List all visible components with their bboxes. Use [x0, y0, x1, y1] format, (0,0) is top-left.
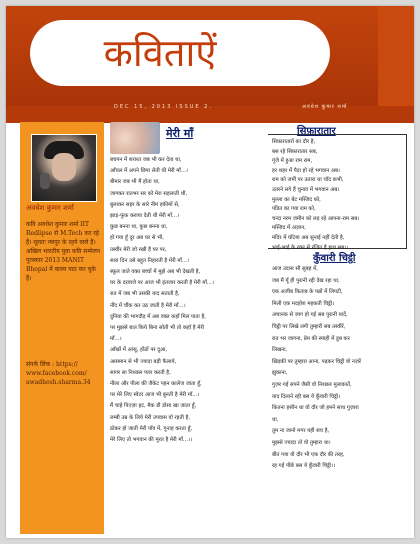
poem-line: आँचल में अपने छिपा लेती थी मेरी माँ...। — [110, 168, 188, 175]
poem-line: मेरे लिए तो भगवान की मूरत है मेरी माँ...।। — [110, 437, 192, 444]
poem-line: बुलाकर सहर के सारे नीम हकीमों से, — [110, 201, 180, 208]
poem-line: तस्वीर मेरी जो रखी है घर पर, — [110, 246, 167, 253]
poem-line: बचपन में शरारत जब भी कर देता था, — [110, 157, 182, 163]
poem-line: एक अजीब किताब के पन्नों में लिपटी, — [272, 289, 343, 296]
poem-line: नीला और पीला की जैकेट पहन कालेज जाता हूँ, — [110, 381, 202, 388]
poem-line: मुझसे ज्यादा तो वो तुम्हारा था। — [272, 439, 331, 446]
poem-line: सिफ़ारातारों का दौर है, — [272, 139, 316, 145]
poem-line: मुल्ला का बेट मस्जिद को, — [272, 196, 321, 203]
poem-line: रात भर जागना, प्रेम की स्याही में डूब कर — [272, 335, 350, 342]
poem-title-sifarataar: सिफ़ारातार — [297, 126, 336, 137]
author-contact: संपर्क लिंक : https:// www.facebook.com/ awadhesh.sharma.34 — [26, 361, 91, 386]
poem-line: दुनिया की भागदौड़ में अब वक्त कहाँ मिल पाता है, — [110, 313, 206, 320]
poem-sifarataar-text — [272, 138, 404, 253]
header-author: अवधेश कुमार शर्मा — [302, 104, 348, 110]
mother-baby-image — [110, 122, 160, 154]
poem-line: पर मुझसे बात किये बिना सोती भी तो कहाँ है मेरी — [110, 325, 205, 332]
poem-title-meri-maa: मेरी माँ — [166, 127, 194, 140]
poem-line: मस्जिद में अज़ान, — [272, 225, 306, 232]
poem-line: हो गया हूँ दूर अब घर से भी, — [110, 235, 164, 242]
poem-line: पंडित का गया राम को, — [272, 206, 316, 213]
poem-line: बीत गया वो दौर भी एक दौर की तरह, — [272, 451, 345, 458]
poem-line: गुज़र गई सपने जैसी वो निश्छल मुलाकातें, — [272, 381, 352, 388]
poem-line: मिली एक मदहोश महकती चिट्ठी। — [272, 300, 335, 307]
poem-line: कितना हसीन था वो दौर जो हमने साथ गुज़ारा — [272, 405, 359, 412]
poem-line: बीमार जब भी मैं होता था, — [110, 179, 160, 186]
poem-line: अचानक से जाग हो गई सब पुरानी यादें, — [272, 312, 348, 319]
poem-line: भाई-भाई के रक्त से रंजित है हाथ सब।। — [272, 244, 349, 251]
author-name: अवधेश कुमार शर्मा — [26, 204, 74, 212]
poem-line: राम को जमीं पर उतारा था चाँद कभी, — [272, 177, 344, 184]
poem-line: चिट्ठी पर लिखे लगी तुम्हारी सब तस्वीरें, — [272, 323, 346, 330]
poem-line: घर के दरवाजे पर आज भी इंतजार करती है मेरी माँ...। — [110, 280, 214, 287]
issue-date: DEC 15, 2013 ISSUE 2. — [114, 104, 213, 110]
poem-line: नींद में चौंक कर उठ जाती है मेरी माँ...। — [110, 302, 186, 309]
poem-line: आज उदास सी सुबह में, — [272, 266, 318, 272]
poem-line: मंदिर में घंटिया अब सुनाई नहीं देती है, — [272, 234, 345, 241]
poem-meri-maa-text — [110, 155, 260, 446]
poem-kunwari-chitthi-text — [272, 264, 404, 473]
poem-line: गूंजे में हुआ राम राम, — [272, 158, 313, 165]
poem-line: चन्दा नरम जमीन को लड़ रहे आपना-राम सब। — [272, 215, 360, 222]
magazine-title: कविताऐं — [30, 20, 330, 86]
header-banner — [6, 6, 414, 106]
poem-line: झाड़-फूंक कराया देती थी मेरी माँ...। — [110, 213, 180, 220]
author-photo — [31, 134, 97, 202]
poem-line: हर शहर में पैदा हो रहे भगवान अब। — [272, 167, 340, 174]
poem-line: था, — [272, 416, 279, 423]
poem-line: लम्बी उम्र के लिये मेरी उपवास वो रहती है, — [110, 414, 191, 421]
poem-line: याद दिलाने रही बस ये कुँवारी चिट्ठी। — [272, 393, 341, 400]
poem-line: माँ...। — [110, 336, 122, 343]
poem-line: उतरने लगे हैं चुनाव में भगवान अब। — [272, 186, 340, 193]
poem-line: आँखों में आंसू, होंठों पर दुआ, — [110, 347, 168, 354]
author-bio: कवि अवधेश कुमार शर्मा IIT Redlipse से M.Tech कर रहे हैं। मूलतः नवपुर के रहने वाले हैं। अखिल भारतीय युवा कवि सम्मेलन पुरस्कार 2013 MANIT Bhopal में काव्य पाठ कर चुके हैं। — [26, 221, 101, 282]
poem-line: सारा दिन उसे बहुत निहारती है मेरी माँ...। — [110, 257, 189, 264]
header-corner — [378, 6, 414, 106]
poem-line: खिड़की पर तुम्हारा आना, पढ़कर चिट्ठी वो नज़रें — [272, 358, 361, 365]
poem-line: सागर सा निश्छल प्यार करती है, — [110, 369, 171, 376]
poem-line: रात में जब भी उसकी याद सताती है, — [110, 291, 180, 298]
poem-line: बस रहे सिफ़ारातार सब, — [272, 148, 318, 155]
poem-line: लिखना, — [272, 347, 288, 354]
poem-line: पर मेरे लिए स्वेटर आज भी बुनती है मेरी माँ...। — [110, 392, 200, 399]
poem-line: रह गई पीछे बस ये कुँवारी चिट्ठी।। — [272, 463, 336, 470]
poem-line: झुकाना, — [272, 370, 288, 377]
poem-line: मैं चाहे पिज़्ज़ा हट, मैक डी डोसा खा जाता हूँ, — [110, 403, 197, 410]
poem-line: तुम ना जानो मगर यही सच है, — [272, 428, 330, 435]
poem-line: जब मैं यूँ ही पुरानी रद्दी देख रहा था, — [272, 277, 340, 284]
poem-line: कुछ बनना था, कुछ बनना था, — [110, 224, 168, 231]
poem-title-kunwari-chitthi: कुँवारी चिट्ठी — [313, 253, 356, 264]
poem-line: स्कूल जाते वक्त बच्चों में मुझे अब भी देखती है, — [110, 269, 201, 276]
poem-line: जागकर रातभर सर को मेरा सहलाती थी, — [110, 190, 188, 197]
poem-line: आसमान से भी ज्यादा बड़ी फैलाये, — [110, 358, 177, 365]
poem-line: ठोकर हो जाती मेरी पाँव में, गुनाह करता हूँ, — [110, 425, 193, 432]
